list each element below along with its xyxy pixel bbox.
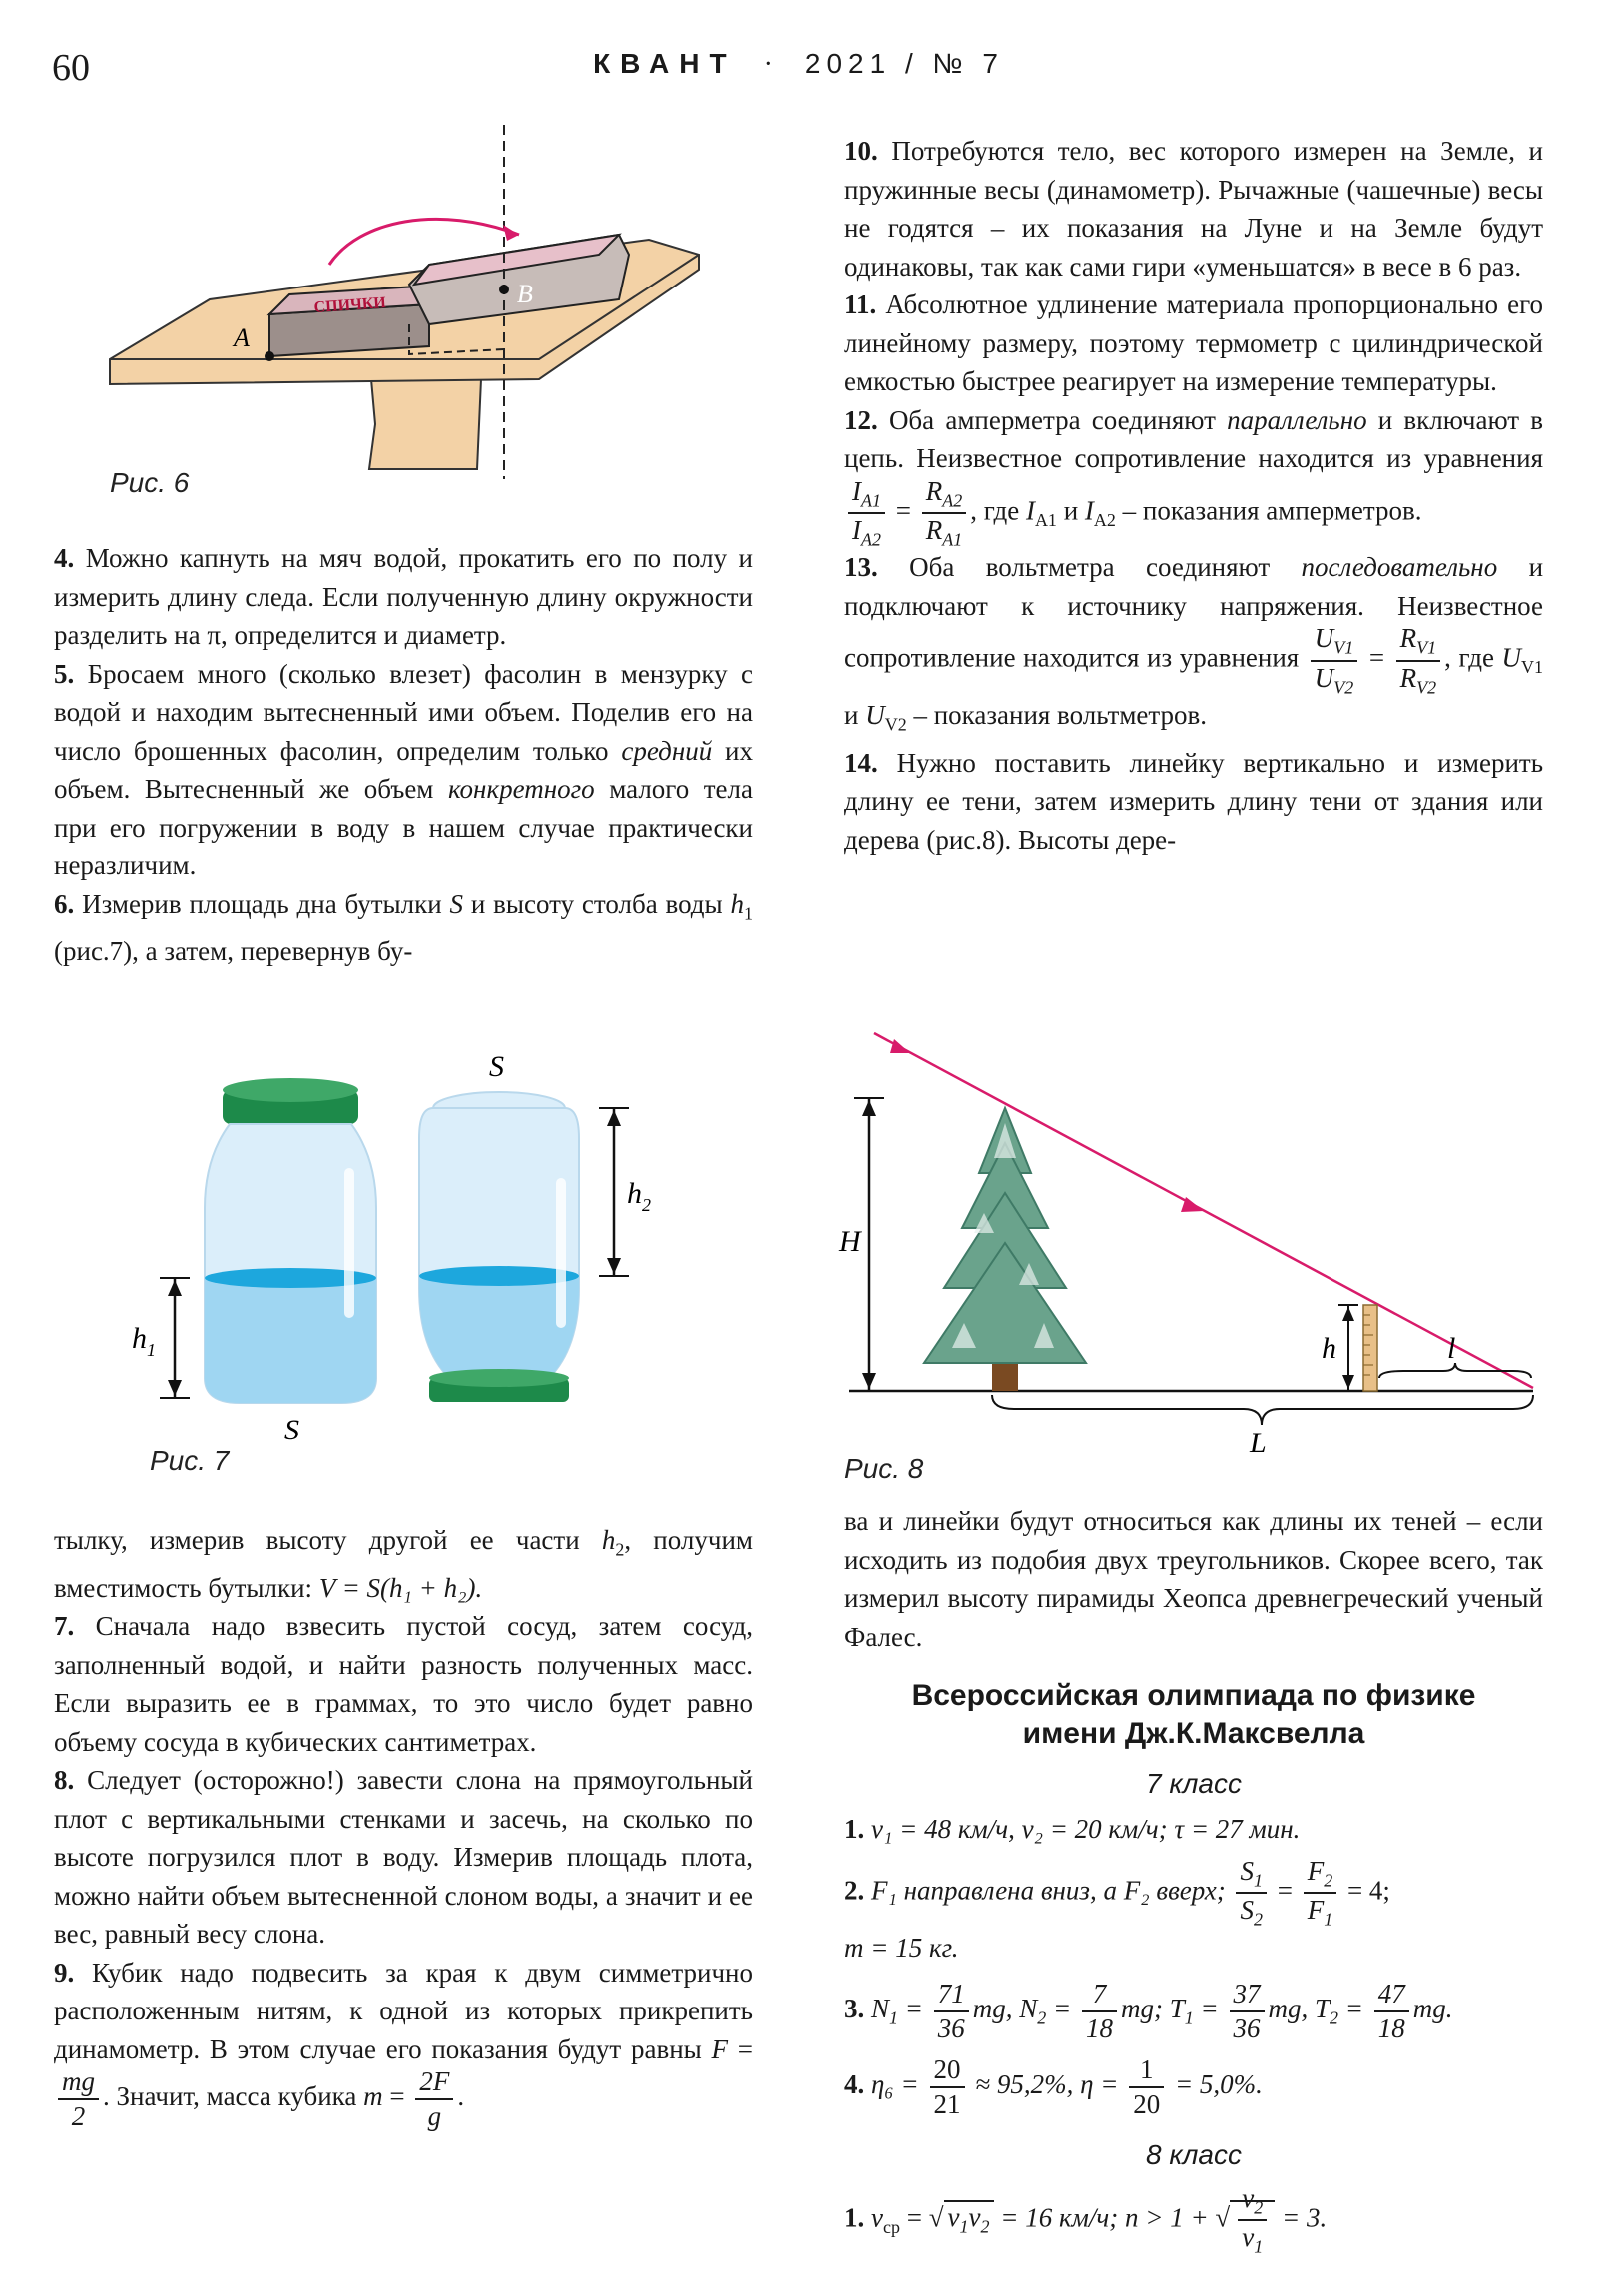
label-l: l xyxy=(1447,1332,1456,1365)
label-s-top: S xyxy=(489,1050,504,1083)
label-L: L xyxy=(1250,1427,1267,1459)
issue-number: 2021 / № 7 xyxy=(804,48,1004,79)
answer-5: 5. Бросаем много (сколько влезет) фасолин в мензурку с водой и находим вытесненный ими объем. Поделив его на число брошенных фасолин, определим только средний их объем. Вытесненный же объем конкретного малого тела при его погружении в воду в нашем случае практически неразличим. xyxy=(54,658,753,880)
magazine-title: КВАНТ xyxy=(593,48,737,79)
olympiad-answer-7-2-mass: m = 15 кг. xyxy=(844,1932,959,1963)
olympiad-title-line1: Всероссийская олимпиада по физике xyxy=(911,1679,1476,1712)
label-h1: $h_1$ xyxy=(132,1322,156,1360)
answer-4: 4. Можно капнуть на мяч водой, прокатить его по полу и измерить длину следа. Если полученную длину окружности разделить на π, определится и диаметр. xyxy=(54,543,754,650)
point-a xyxy=(265,351,274,361)
figure-7-bottles xyxy=(120,1048,651,1447)
label-H: H xyxy=(839,1225,861,1258)
bottle-right-water xyxy=(419,1276,579,1378)
answer-6-continued: тылку, измерив высоту другой ее части $h_2$, получим вместимость бутылки: V = S(h₁ + h₂). xyxy=(54,1525,753,1603)
figure-6-caption: Рис. 6 xyxy=(110,467,190,498)
olympiad-title-line2: имени Дж.К.Максвелла xyxy=(1022,1717,1365,1750)
label-h: h xyxy=(1322,1332,1336,1365)
olympiad-answer-7-3: 3. $N_1$ = $\frac{71}{36}$ mg, $N_2$ = $\frac{7}{18}$ mg; $T_1$ = $\frac{37}{36}$ mg, $T_2$ = $\frac{47}{18}$ mg. xyxy=(844,1979,1453,2044)
answer-7: 7. Сначала надо взвесить пустой сосуд, затем сосуд, заполненный водой, и найти разность полученных масс. Если выразить ее в граммах, то это число будет равно объему сосуда в кубических сантиметрах. xyxy=(54,1611,753,1757)
answer-10: 10. Потребуются тело, вес которого измерен на Земле, и пружинные весы (динамометр). Рычажные (чашечные) весы не годятся – их показания на Луне и на Земле будут одинаковы, так как сами гири «уменьшатся» в весе в 6 раз. xyxy=(844,136,1543,282)
figure-6-matchbox xyxy=(100,125,719,484)
answer-11: 11. Абсолютное удлинение материала пропорционально его линейному размеру, поэтому термометр с цилиндрической емкостью быстрее реагирует на измерение температуры. xyxy=(844,289,1544,396)
olympiad-title xyxy=(844,1677,1543,1753)
answer-14-continued: ва и линейки будут относиться как длины их теней – если исходить из подобия двух треугольников. Скорее всего, так измерил высоту пирамиды Хеопса древнегреческий ученый Фалес. xyxy=(844,1506,1543,1652)
right-column-top xyxy=(844,132,1543,859)
right-column-middle xyxy=(844,1502,1543,1656)
running-header xyxy=(0,48,1597,81)
olympiad-answer-8-1: 1. $v_{ср}$ = √ $v_1v_2 = 16$ км/ч; n > 1 + √ $\frac{v_2}{v_1}$ = 3. xyxy=(844,2182,1328,2257)
olympiad-answer-7-4: 4. η₆ = $\frac{20}{21}$ ≈ 95,2%, η = $\frac{1}{20}$ = 5,0%. xyxy=(844,2054,1263,2120)
table-leg xyxy=(369,379,481,469)
grade-7-heading: 7 класс xyxy=(1146,1768,1242,1799)
olympiad-answer-7-2: 2. F₁ направлена вниз, а F₂ вверх; $\frac{S_1}{S_2}$ = $\frac{F_2}{F_1}$ = 4; xyxy=(844,1856,1390,1930)
olympiad-answer-7-1: 1. v₁ = 48 км/ч, v₂ = 20 км/ч; τ = 27 мин. xyxy=(844,1813,1301,1844)
answer-6: 6. Измерив площадь дна бутылки S и высоту столба воды $h_1$ (рис.7), а затем, перевернув бу- xyxy=(54,888,753,967)
label-s-bottom: S xyxy=(284,1414,299,1446)
left-column-bottom xyxy=(54,1521,753,2130)
ruler xyxy=(1363,1305,1377,1391)
figure-8-caption: Рис. 8 xyxy=(844,1453,924,1484)
answer-14: 14. Нужно поставить линейку вертикально и измерить длину ее тени, затем измерить длину тени от здания или дерева (рис.8). Высоты дере- xyxy=(844,747,1544,855)
answer-9: 9. Кубик надо подвесить за края к двум симметрично расположенным нитям, к одной из которых прикрепить динамометр. В этом случае его показания будут равны F = $\frac{mg}{2}$ . Значит, масса кубика m = $\frac{2F}{g}$ . xyxy=(54,1957,754,2132)
left-column-top xyxy=(54,539,753,971)
matchbox-label: СПИЧКИ xyxy=(313,293,387,316)
label-h2: $h_2$ xyxy=(627,1177,651,1215)
point-b xyxy=(499,285,509,294)
header-separator: · xyxy=(763,49,779,80)
answer-13: 13. Оба вольтметра соединяют последовательно и подключают к источнику напряжения. Неизвестное сопротивление находится из уравнения $\frac{U_{V1}}{U_{V2}}$ = $\frac{R_{V1}}{R_{V2}}$ , где $U_{V1}$ и $U_{V2}$ – показания вольтметров. xyxy=(844,552,1544,735)
figure-7-caption: Рис. 7 xyxy=(150,1445,230,1476)
brace-L xyxy=(992,1395,1533,1425)
page-number: 60 xyxy=(52,47,90,89)
label-b: B xyxy=(517,280,533,308)
answer-8: 8. Следует (осторожно!) завести слона на прямоугольный плот с вертикальными стенками и засечь, на сколько по высоте погрузился плот в воду. Измерив площадь плота, можно найти объем вытесненной слоном воды, а значит и ее вес, равный весу слона. xyxy=(54,1765,754,1950)
label-a: A xyxy=(234,323,250,352)
olympiad-answers xyxy=(844,1765,1543,2256)
answer-12: 12. Оба амперметра соединяют параллельно и включают в цепь. Неизвестное сопротивление находится из уравнения $\frac{I_{A1}}{I_{A2}}$ = $\frac{R_{A2}}{R_{A1}}$ , где $I_{A1}$ и $I_{A2}$ – показания амперметров. xyxy=(844,404,1544,550)
figure-8-tree-shadow xyxy=(839,1023,1543,1462)
grade-8-heading: 8 класс xyxy=(1146,2139,1242,2171)
